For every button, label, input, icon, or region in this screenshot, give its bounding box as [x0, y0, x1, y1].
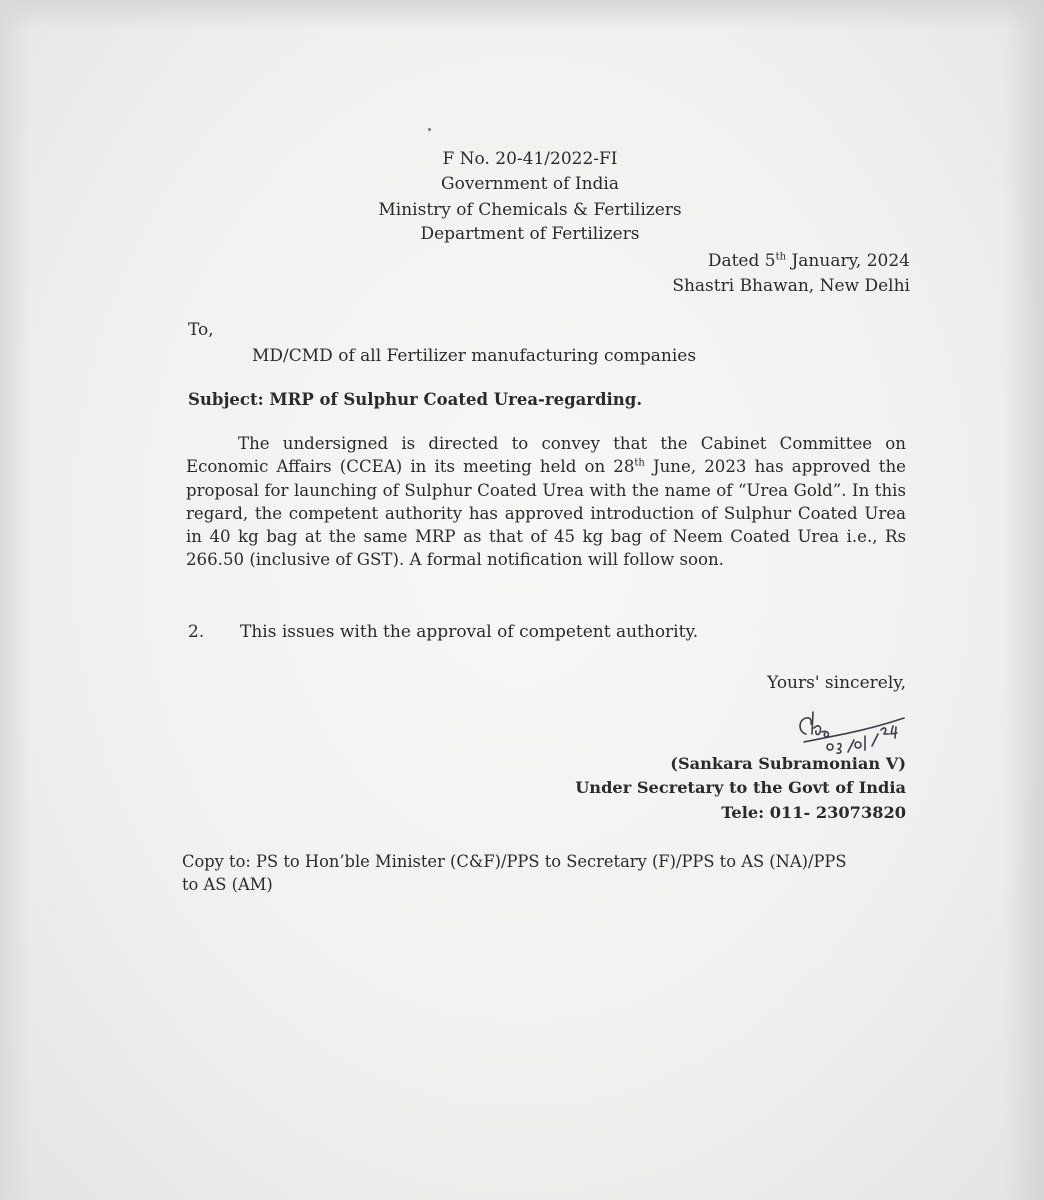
copy-to-line-1: Copy to: PS to Hon’ble Minister (C&F)/PPS to Secretary (F)/PPS to AS (NA)/PPS: [182, 852, 847, 871]
department-line: Department of Fertilizers: [420, 224, 640, 244]
paragraph-2-text: This issues with the approval of competent authority.: [240, 622, 699, 642]
recipient-line: MD/CMD of all Fertilizer manufacturing companies: [252, 346, 697, 366]
date-line: [600, 250, 910, 272]
ministry-line: Ministry of Chemicals & Fertilizers: [378, 200, 682, 220]
file-number: F No. 20-41/2022-FI: [442, 149, 618, 169]
date-sup: th: [775, 251, 787, 263]
place-line: Shastri Bhawan, New Delhi: [672, 276, 910, 296]
p1-text-b: June, 2023 has approved the proposal for launching of Sulphur Coated Urea with the name of “Urea Gold”. In this regard, the competent authority has approved introduction of Sulphur Coated Urea in 40 kg bag at the same MRP as that of 45 kg bag of Neem Coated Urea i.e., Rs 266.50 (inclusive of GST). A formal notification will follow soon.: [186, 457, 906, 570]
paper-speck: [428, 128, 431, 131]
shadow-left: [0, 0, 30, 1200]
shadow-top: [0, 0, 1044, 30]
signatory-tele: Tele: 011- 23073820: [721, 803, 906, 822]
closing-line: Yours' sincerely,: [767, 673, 906, 693]
date-prefix: Dated 5: [707, 251, 776, 271]
signatory-name: (Sankara Subramonian V): [670, 754, 906, 773]
to-line: To,: [188, 320, 214, 340]
paragraph-2-number: 2.: [188, 622, 205, 642]
subject-line: Subject: MRP of Sulphur Coated Urea-regarding.: [188, 390, 643, 409]
government-line: Government of India: [441, 174, 619, 194]
body-paragraph-1: [186, 432, 906, 572]
p1-sup: th: [634, 457, 645, 469]
date-suffix: January, 2024: [786, 251, 910, 271]
p1-text-a: The undersigned is directed to convey that the Cabinet Committee on Economic Affairs (CCEA) in its meeting held on 28: [186, 434, 906, 477]
copy-to-line-2: to AS (AM): [182, 875, 273, 894]
shadow-right: [1004, 0, 1044, 1200]
signatory-designation: Under Secretary to the Govt of India: [575, 778, 906, 797]
